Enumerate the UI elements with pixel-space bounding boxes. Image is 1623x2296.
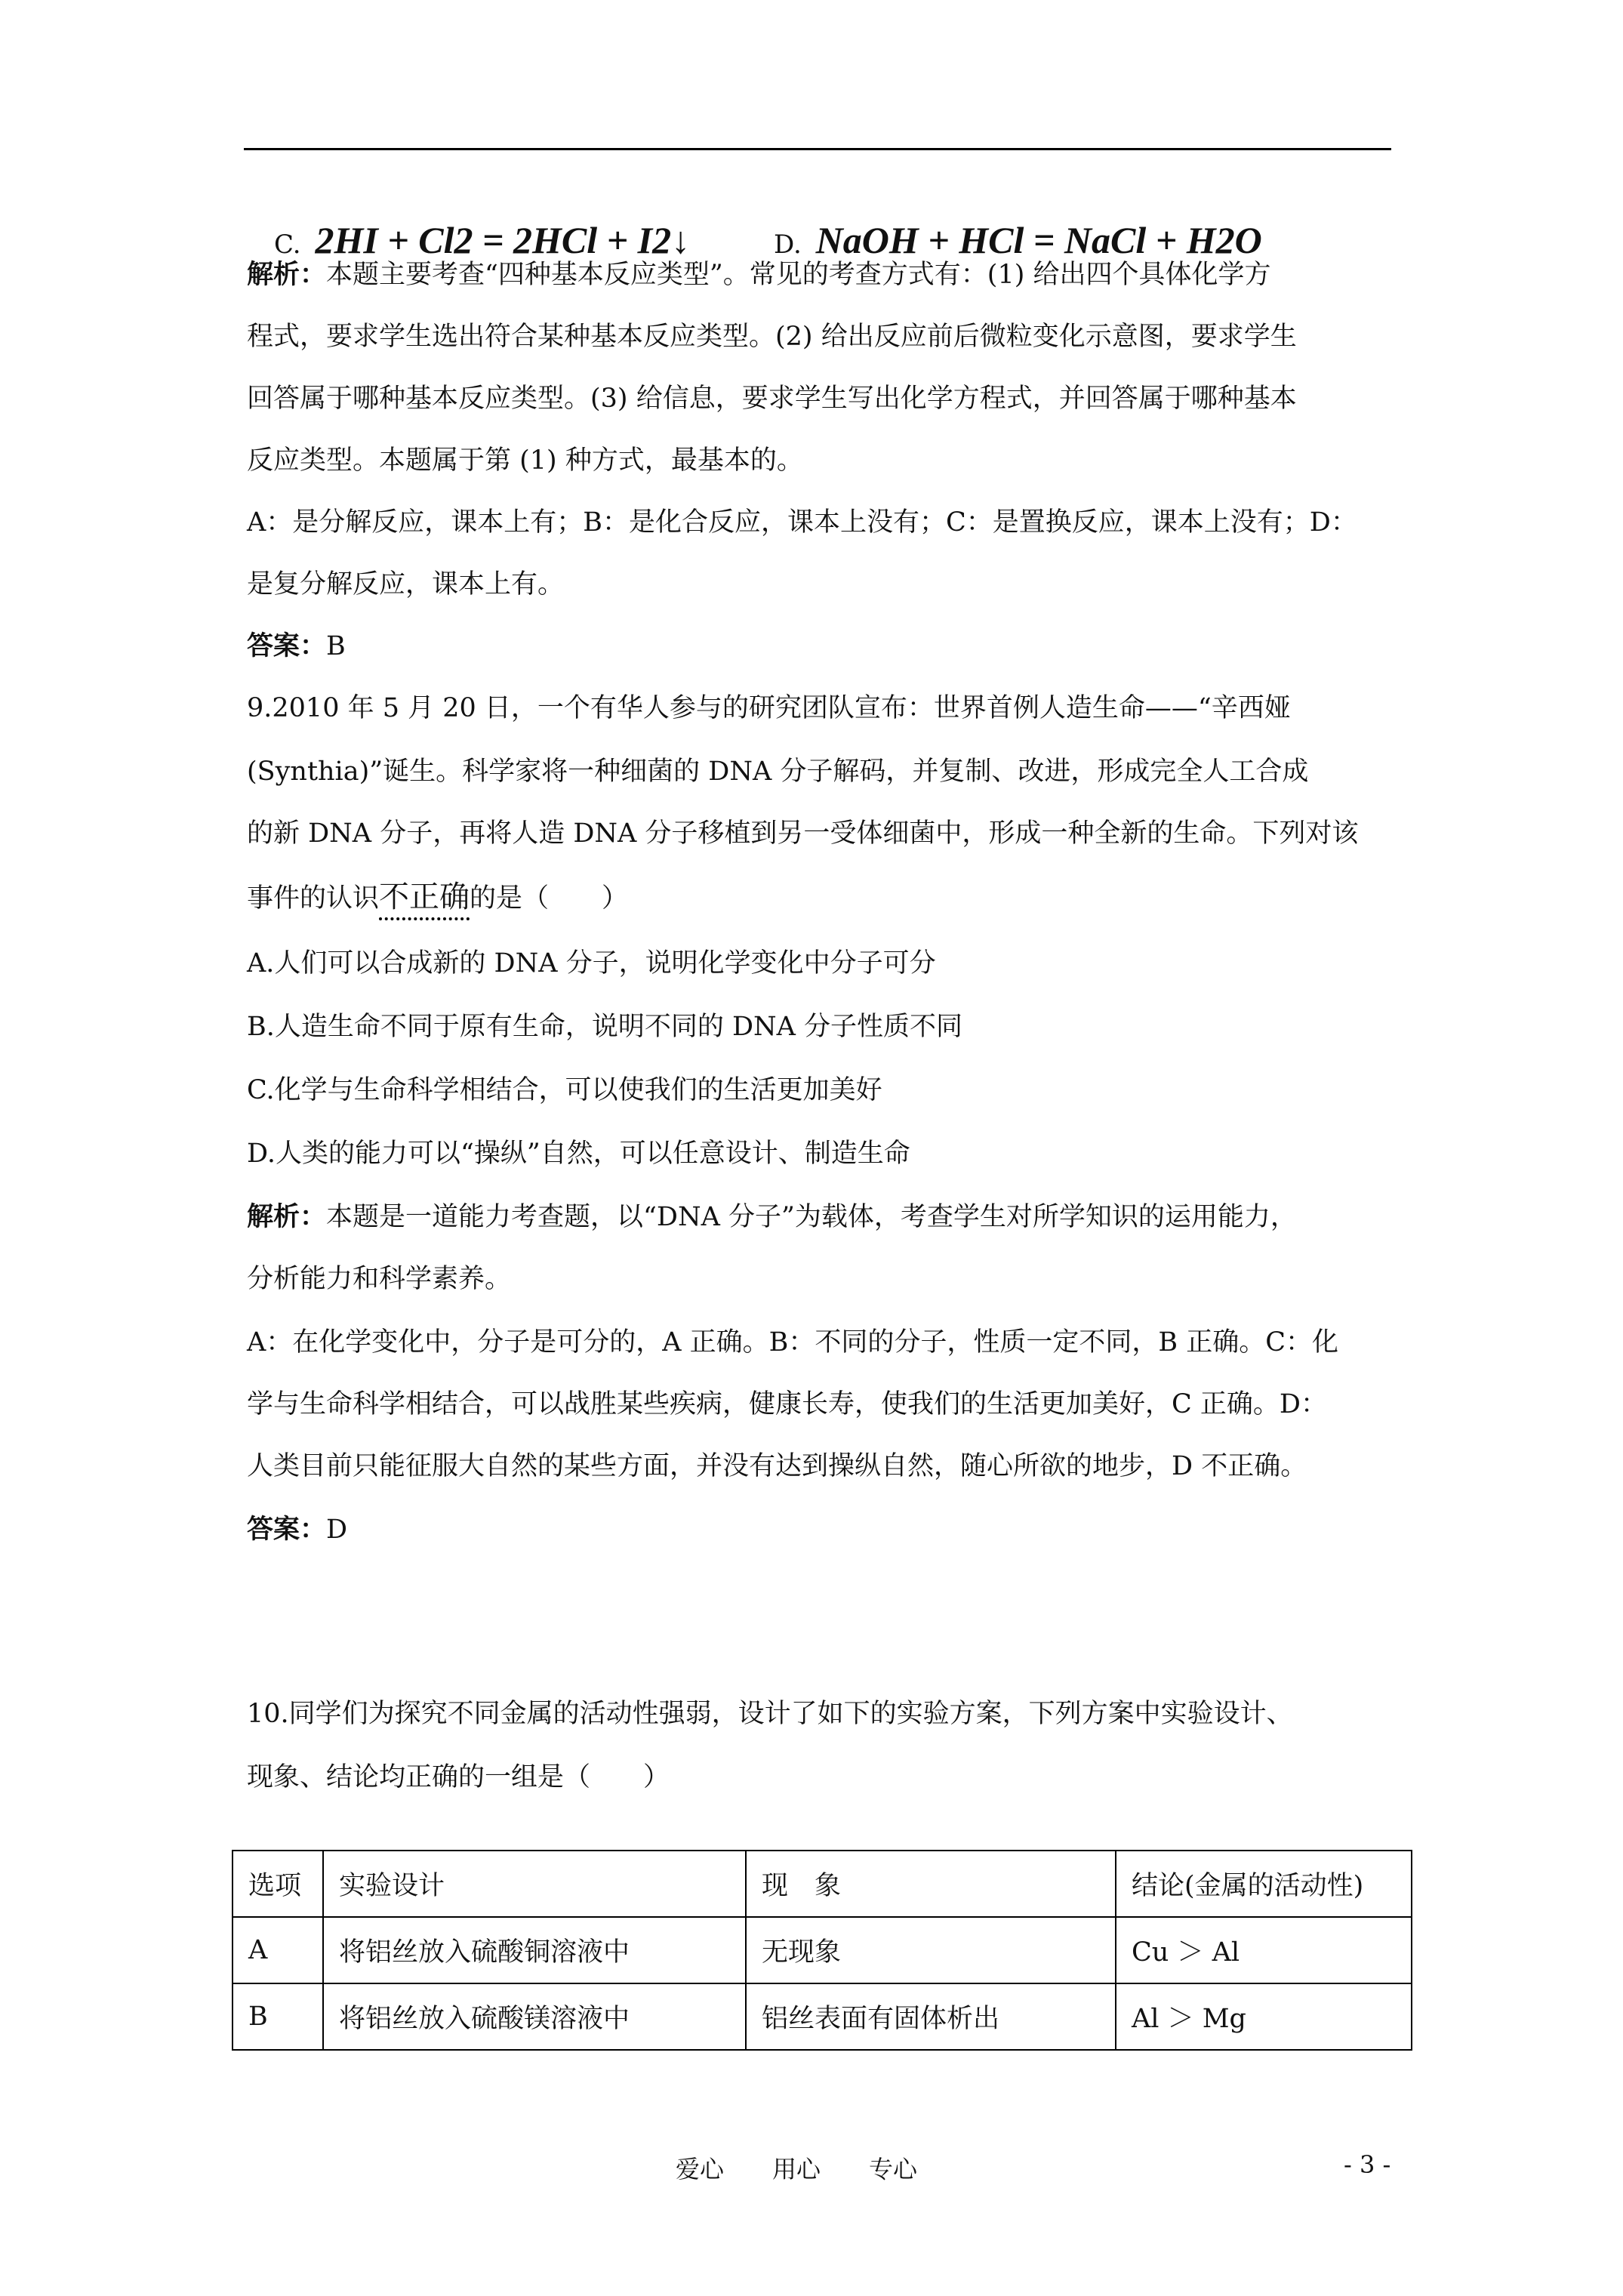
footer-motto: 爱心 用心 专心: [676, 2155, 918, 2184]
option-d-formula: [816, 219, 1262, 261]
q8-analysis-label: 解析：: [247, 259, 327, 290]
q9-detail-line: 人类目前只能征服大自然的某些方面，并没有达到操纵自然，随心所欲的地步，D 不正确。: [247, 1451, 1307, 1481]
table-cell: 将铝丝放入硫酸镁溶液中: [323, 1983, 746, 2050]
q9-stem-line: 的新 DNA 分子，再将人造 DNA 分子移植到另一受体细菌中，形成一种全新的生命。下列对该: [247, 818, 1359, 849]
q8-detail-line: A：是分解反应，课本上有；B：是化合反应，课本上没有；C：是置换反应，课本上没有；D：: [247, 507, 1357, 538]
experiment-table: [232, 1850, 1412, 2051]
q9-stem-prefix: 事件的认识: [247, 883, 380, 914]
table-cell: A: [233, 1917, 323, 1983]
table-header-cell: 现 象: [746, 1851, 1116, 1917]
q9-analysis-line: 分析能力和科学素养。: [247, 1264, 512, 1294]
q8-analysis-line: 程式，要求学生选出符合某种基本反应类型。(2) 给出反应前后微粒变化示意图，要求学生: [247, 322, 1297, 352]
page-number: - 3 -: [1344, 2150, 1391, 2179]
q9-option-a: A.人们可以合成新的 DNA 分子，说明化学变化中分子可分: [247, 948, 936, 978]
q8-analysis-line: 反应类型。本题属于第 (1) 种方式，最基本的。: [247, 445, 803, 476]
q8-detail-line: 是复分解反应，课本上有。: [247, 569, 565, 599]
q9-stem-last-line: [247, 880, 628, 915]
q9-option-d: D.人类的能力可以“操纵”自然，可以任意设计、制造生命: [247, 1139, 910, 1169]
q9-answer-label: 答案：: [247, 1514, 327, 1545]
table-header-cell: 实验设计: [323, 1851, 746, 1917]
q8-analysis-line: [247, 258, 1271, 291]
q9-analysis-text: 本题是一道能力考查题，以“DNA 分子”为载体，考查学生对所学知识的运用能力，: [326, 1202, 1297, 1232]
q9-stem-line: 9.2010 年 5 月 20 日，一个有华人参与的研究团队宣布：世界首例人造生命——“辛西娅: [247, 693, 1291, 723]
option-d-formula-text: NaOH + HCl = NaCl + H2O: [815, 219, 1262, 261]
table-cell: 铝丝表面有固体析出: [746, 1983, 1116, 2050]
table-cell: 无现象: [746, 1917, 1116, 1983]
q9-detail-line: 学与生命科学相结合，可以战胜某些疾病，健康长寿，使我们的生活更加美好，C 正确。D：: [247, 1389, 1327, 1419]
q8-answer-value: B: [326, 631, 346, 661]
q9-detail-line: A：在化学变化中，分子是可分的，A 正确。B：不同的分子，性质一定不同，B 正确。C：化: [247, 1327, 1339, 1358]
option-c-formula: [315, 219, 690, 261]
q9-stem-emphasis: 不正确: [379, 880, 470, 920]
table-cell: Al ＞ Mg: [1116, 1983, 1412, 2050]
q9-answer: [247, 1513, 347, 1546]
q10-stem-line: 10.同学们为探究不同金属的活动性强弱，设计了如下的实验方案，下列方案中实验设计、: [247, 1699, 1293, 1729]
q8-answer: [247, 630, 346, 663]
option-c-label: C.: [274, 230, 301, 260]
table-header-cell: 结论(金属的活动性): [1116, 1851, 1412, 1917]
q9-option-b: B.人造生命不同于原有生命，说明不同的 DNA 分子性质不同: [247, 1012, 963, 1042]
table-header-cell: 选项: [233, 1851, 323, 1917]
q8-analysis-text: 本题主要考查“四种基本反应类型”。常见的考查方式有：(1) 给出四个具体化学方: [326, 260, 1271, 290]
table-cell: 将铝丝放入硫酸铜溶液中: [323, 1917, 746, 1983]
table-row: [233, 1983, 1412, 2050]
header-rule: [244, 148, 1391, 150]
option-d-label: D.: [774, 230, 802, 260]
q10-stem-line: 现象、结论均正确的一组是（ ）: [247, 1762, 670, 1792]
table-cell: B: [233, 1983, 323, 2050]
q9-option-c: C.化学与生命科学相结合，可以使我们的生活更加美好: [247, 1075, 882, 1105]
q9-answer-value: D: [326, 1515, 348, 1545]
q9-analysis-line: [247, 1200, 1297, 1234]
q9-stem-line: (Synthia)”诞生。科学家将一种细菌的 DNA 分子解码，并复制、改进，形成完全人工合成: [247, 757, 1309, 787]
option-c-formula-text: 2HI + Cl2 = 2HCl + I2↓: [315, 219, 691, 261]
q8-answer-label: 答案：: [247, 630, 327, 661]
q8-analysis-line: 回答属于哪种基本反应类型。(3) 给信息，要求学生写出化学方程式，并回答属于哪种基本: [247, 384, 1297, 414]
table-cell: Cu ＞ Al: [1116, 1917, 1412, 1983]
table-header-row: [233, 1851, 1412, 1917]
table-row: [233, 1917, 1412, 1983]
q9-analysis-label: 解析：: [247, 1201, 327, 1232]
q9-stem-suffix: 的是（ ）: [470, 883, 629, 914]
